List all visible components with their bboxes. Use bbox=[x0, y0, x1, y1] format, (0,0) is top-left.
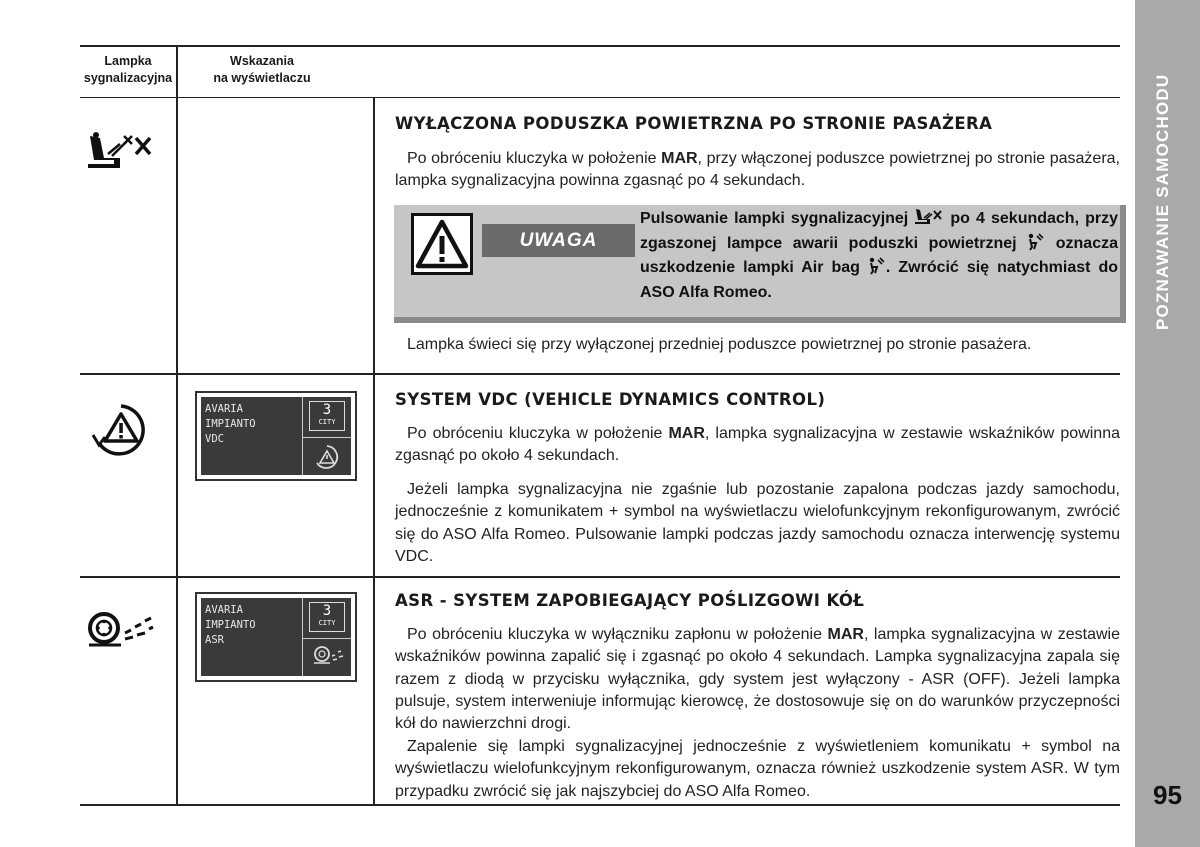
display-line: AVARIA bbox=[205, 403, 243, 415]
section-title: SYSTEM VDC (VEHICLE DYNAMICS CONTROL) bbox=[395, 390, 826, 409]
passenger-airbag-off-icon bbox=[84, 132, 156, 172]
key-position-mar: MAR bbox=[661, 150, 698, 167]
warning-box bbox=[394, 205, 1120, 317]
key-position-mar: MAR bbox=[668, 425, 705, 442]
section-paragraph bbox=[395, 148, 1120, 193]
text-run: , lampka sygnalizacyjna w zestawie wskaźników powinna zapalić się i zgasnąć po około 4 sekundach. Lampka sygnalizacyjna zapala się razem z diodą w przycisku wyłącznika, gdy system jest wyłączony - ASR (OFF). Jeżeli lampka pulsuje, system interweniuje informując kierowcę, że dostosowuje się on do warunków przyczepności kół do nawierzchni drogi. bbox=[395, 626, 1120, 733]
display-line: IMPIANTO bbox=[205, 619, 256, 631]
section-paragraph: Lampka świeci się przy wyłączonej przedniej poduszce powietrznej po stronie pasażera. bbox=[407, 336, 1032, 353]
text-run: . Zwrócić się natychmiast do ASO Alfa Romeo. bbox=[640, 259, 1118, 301]
column-divider bbox=[373, 576, 375, 806]
text-run: Po obróceniu kluczyka w wyłączniku zapłonu w położenie bbox=[407, 626, 828, 643]
table-bottom-rule bbox=[80, 804, 1120, 806]
display-line: VDC bbox=[205, 433, 224, 445]
section-title: WYŁĄCZONA PODUSZKA POWIETRZNA PO STRONIE PASAŻERA bbox=[395, 114, 993, 133]
key-position-mar: MAR bbox=[827, 626, 864, 643]
display-number: 3 bbox=[322, 402, 332, 418]
header-display-line1: Wskazania bbox=[230, 54, 294, 68]
asr-wheel-slip-icon bbox=[87, 611, 157, 649]
warning-text bbox=[640, 207, 1118, 305]
display-gear-indicator bbox=[309, 401, 345, 431]
display-divider bbox=[302, 437, 351, 438]
section-paragraph: Zapalenie się lampki sygnalizacyjnej jednocześnie z wyświetleniem komunikatu + symbol na wyświetlaczu wielofunkcyjnym rekonfigurowanym, oznacza również uszkodzenie system ASR. W tym przypadku zwrócić się jak najszybciej do ASO Alfa Romeo. bbox=[395, 738, 1120, 800]
display-message bbox=[205, 402, 256, 447]
text-run: po 4 sekundach, przy zgaszonej lampce awarii poduszki powietrznej bbox=[640, 210, 1119, 252]
display-mode: CITY bbox=[318, 418, 336, 426]
text-run: Po obróceniu kluczyka w położenie bbox=[407, 425, 669, 442]
row-divider bbox=[80, 373, 1120, 375]
passenger-airbag-off-icon bbox=[914, 208, 944, 226]
column-divider bbox=[176, 45, 178, 806]
header-display bbox=[182, 53, 342, 87]
text-run: Po obróceniu kluczyka w położenie bbox=[407, 150, 662, 167]
display-line: ASR bbox=[205, 634, 224, 646]
display-mode: CITY bbox=[318, 619, 336, 627]
chapter-title-text: POZNAWANIE SAMOCHODU bbox=[1153, 73, 1172, 330]
display-gear-indicator bbox=[309, 602, 345, 632]
header-lamp bbox=[80, 53, 176, 87]
multifunction-display bbox=[195, 391, 357, 481]
warning-label: UWAGA bbox=[482, 224, 635, 257]
header-lamp-line1: Lampka bbox=[104, 54, 152, 68]
section-paragraph bbox=[395, 423, 1120, 468]
display-number: 3 bbox=[322, 603, 332, 619]
column-divider bbox=[373, 373, 375, 579]
text-run: Pulsowanie lampki sygnalizacyjnej bbox=[640, 210, 915, 227]
airbag-icon bbox=[1027, 233, 1045, 251]
display-divider bbox=[302, 638, 351, 639]
text-run: , lampka sygnalizacyjna w zestawie wskaźników powinna zgasnąć po około 4 sekundach. bbox=[395, 425, 1121, 465]
column-divider bbox=[373, 98, 375, 376]
page-number: 95 bbox=[1153, 780, 1182, 810]
row-divider bbox=[80, 576, 1120, 578]
display-screen bbox=[201, 397, 351, 475]
vdc-warning-icon bbox=[313, 443, 341, 471]
display-line: IMPIANTO bbox=[205, 418, 256, 430]
vdc-warning-icon bbox=[91, 401, 151, 457]
display-screen bbox=[201, 598, 351, 676]
table-top-rule bbox=[80, 45, 1120, 47]
section-title: ASR - SYSTEM ZAPOBIEGAJĄCY POŚLIZGOWI KÓŁ bbox=[395, 591, 865, 610]
header-display-line2: na wyświetlaczu bbox=[213, 71, 311, 85]
display-line: AVARIA bbox=[205, 604, 243, 616]
asr-wheel-slip-icon bbox=[313, 644, 347, 668]
text-run: oznacza uszkodzenie lampki Air bag bbox=[640, 234, 1119, 276]
airbag-icon bbox=[868, 257, 886, 275]
display-divider bbox=[302, 598, 303, 676]
section-paragraph bbox=[395, 624, 1120, 735]
table-header-rule bbox=[80, 97, 1120, 98]
section-paragraph: Jeżeli lampka sygnalizacyjna nie zgaśnie lub pozostanie zapalona podczas jazdy samochodu, jednocześnie z komunikatem + symbol na wyświetlaczu wielofunkcyjnym rekonfigurowanym, zwrócić się do ASO Alfa Romeo. Pulsowanie lampki podczas jazdy samochodu oznacza interwencję systemu VDC. bbox=[395, 481, 1120, 565]
header-lamp-line2: sygnalizacyjna bbox=[83, 71, 173, 85]
warning-triangle-icon bbox=[411, 213, 473, 275]
display-message bbox=[205, 603, 256, 648]
chapter-title bbox=[1153, 73, 1183, 620]
display-divider bbox=[302, 397, 303, 475]
multifunction-display bbox=[195, 592, 357, 682]
text-run: , przy włączonej poduszce powietrznej po stronie pasażera, lampka sygnalizacyjna powinna zgasnąć po 4 sekundach. bbox=[395, 150, 1120, 190]
